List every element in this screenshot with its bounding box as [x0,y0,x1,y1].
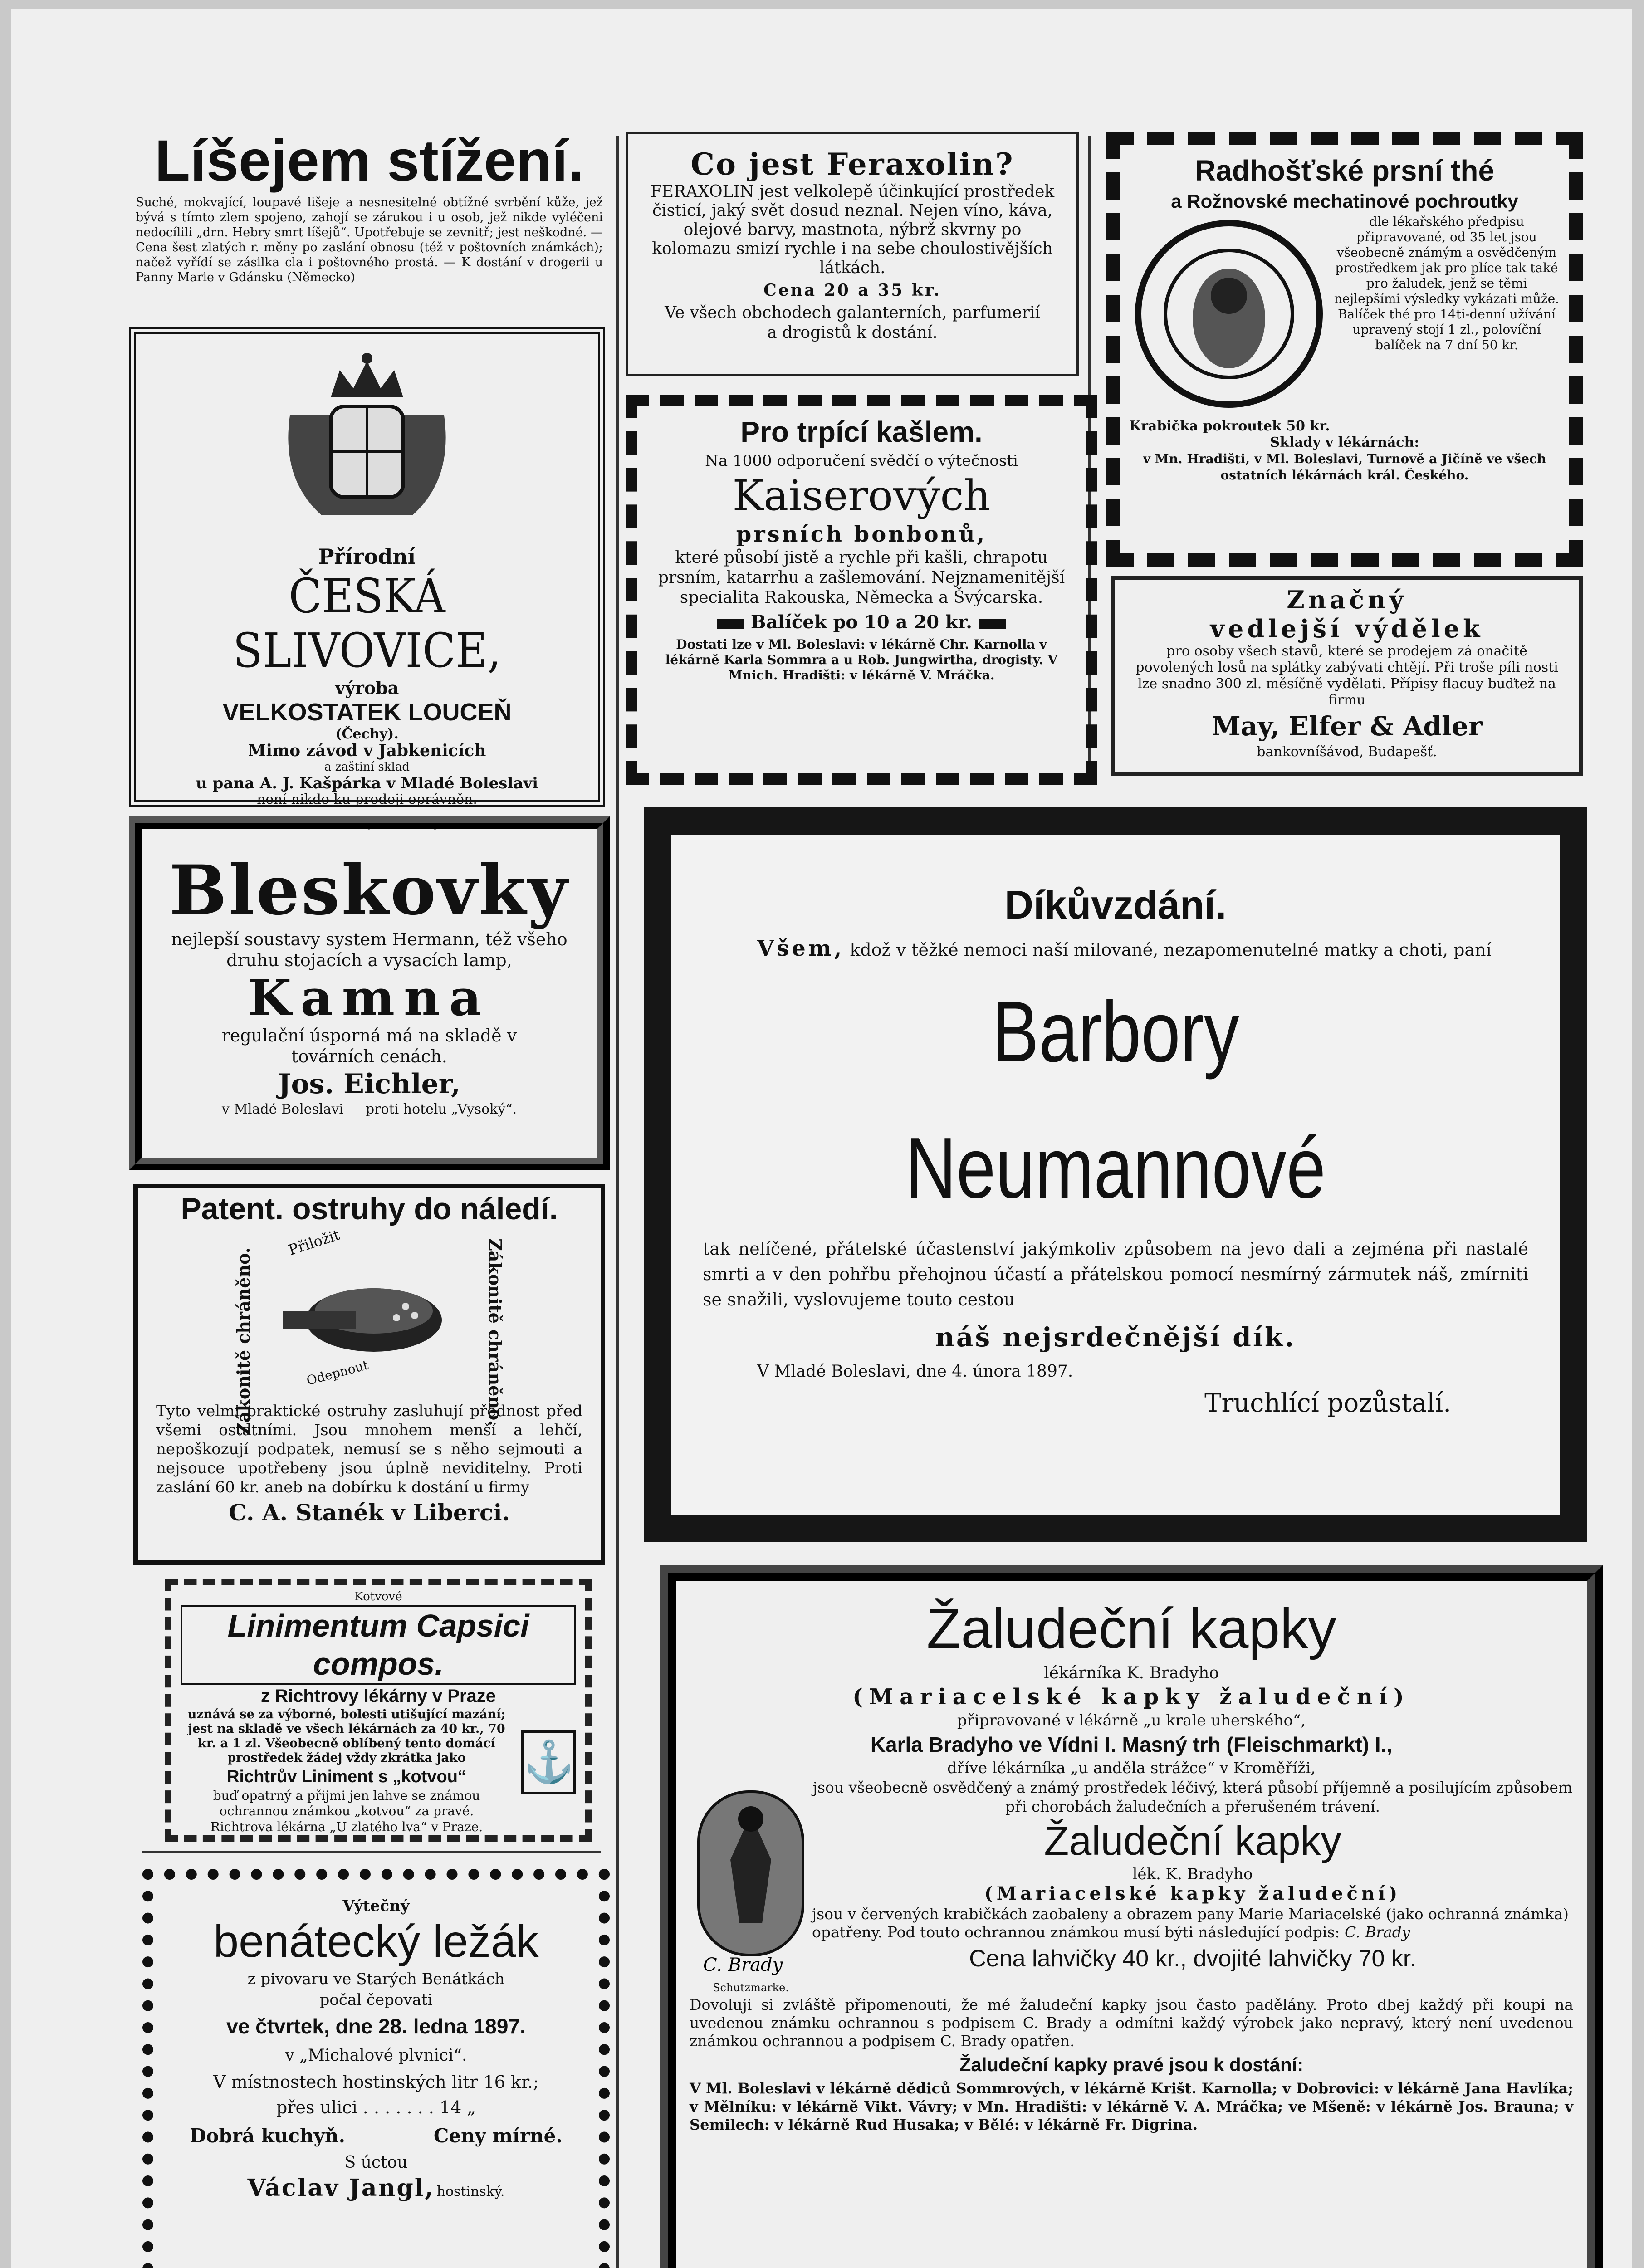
ad-bleskovky-title: Bleskovky [169,850,569,930]
ad-diky-signed: Truchlící pozůstalí. [1204,1388,1451,1418]
ad-diky-para1 [703,934,1528,964]
ad-vydelek-firm: May, Elfer & Adler [1211,711,1483,742]
ad-kapky-line2: (Mariacelské kapky žaludeční) [852,1684,1410,1710]
ad-kapky-line9-text: jsou v červených krabičkách zaobaleny a obrazem pany Marie Mariacelské (jako ochranná známka) opatřeny. Pod touto ochrannou známkou musí býti následující podpis: [812,1905,1569,1941]
ad-kaiser [626,395,1097,785]
ad-kaiser-name: Kaiserových [732,471,991,520]
ad-kaiser-price: Balíček po 10 a 20 kr. [750,611,973,633]
ad-slivovice-title: ČESKÁ SLIVOVICE, [233,568,501,678]
ad-lezak-prices2: přes ulici . . . . . . . 14 „ [276,2097,476,2117]
ad-kaiser-title: Pro trpící kašlem. [740,415,983,448]
ad-vydelek-title: Značný [1287,585,1407,614]
ad-kaiser-stores: Dostati lze v Ml. Boleslavi: v lékárně Chr. Karnolla v lékárně Karla Sommra a u Rob. Jungwirtha, drogisty. V Mnich. Hradišti: v lékárně V. Mráčka. [665,637,1058,683]
ad-liniment-text: uznává se za výborné, bolesti utišující mazání; jest na skladě ve všech lékárnách za 40 kr., 70 kr. a 1 zl. Všeobecně oblíbený tento domácí prostředek žádej vždy zkrátka jako [187,1707,506,1765]
ad-kapky-line10: Dovoluji si zvláště připomenouti, že mé žaludeční kapky jsou často padělány. Proto dbej každý při koupi na uvedenou známku ochrannou s podpisem C. Brady a odmítni každý výrobek jako nepravý, který není uvedenou známkou ochrannou a podpisem C. Brady opatřen. [690,1996,1573,2050]
ad-slivovice-estate: VELKOSTATEK LOUCEŇ [222,699,512,726]
ad-feraxolin-text: FERAXOLIN jest velkolepě účinkující prostředek čisticí, jaký svět dosud neznal. Nejen víno, káva, olejové barvy, mastnota, nýbrž skvrny po kolomazu smizí rychle i na sebe choulostivějších látkách. [650,182,1055,277]
ad-slivovice-line8: u pana A. J. Kašpárka v Mladé Boleslavi [196,774,538,792]
ad-bleskovky-text: nejlepší soustavy system Hermann, též všeho druhu stojacích a vysacích lamp, [171,929,568,970]
ad-slivovice-line7: a zaštiní sklad [324,760,410,774]
ad-kapky-line7: lék. K. Bradyho [1132,1865,1253,1883]
ad-feraxolin-title: Co jest Feraxolin? [690,147,1014,182]
ad-radhost-price: Krabička pokroutek 50 kr. [1129,418,1330,434]
ad-radhost [1106,132,1583,567]
ad-feraxolin [626,132,1079,376]
ad-bleskovky-address: v Mladé Boleslavi — proti hotelu „Vysoký“. [221,1101,517,1117]
column-rule-left [616,136,619,2268]
ad-lezak-row [153,2120,599,2151]
ad-radhost-text: dle lékařského předpisu připravované, od 35 let jsou všeobecně známým a osvědčeným prostředkem jak pro plíce tak také pro žaludek, jenž se těmi nejlepšími výsledky vykázati může. Balíček thé pro 14ti-denní užívání upravený stojí 1 zl., polovíční balíček na 7 dní 50 kr. [1334,214,1560,352]
ad-lezak-signature: Václav Jangl, [247,2174,435,2202]
ad-liniment-title: Linimentum Capsici compos. [181,1605,576,1685]
ad-lezak-role: hostinský. [436,2184,505,2200]
ad-slivovice-region: (Čechy). [335,726,399,742]
rule-under-liniment [142,1851,601,1853]
pointing-hand-icon [979,619,1006,629]
ad-ostruhy [133,1184,605,1565]
ad-lezak-date: ve čtvrtek, dne 28. ledna 1897. [226,2014,526,2038]
ad-kapky-price: Cena lahvičky 40 kr., dvojité lahvičky 70 kr. [969,1945,1416,1972]
ad-radhost-title: Radhošťské prsní thé [1194,154,1495,187]
ad-liniment-line1: z Richtrovy lékárny v Praze [260,1686,496,1706]
coat-of-arms-icon [263,352,471,543]
ad-diky-para1-text: kdož v těžké nemoci naší milované, nezapomenutelné matky a choti, paní [850,940,1492,960]
ad-kapky-line5: dříve lékárníka „u anděla strážce“ v Kroměříži, [947,1759,1316,1777]
ad-vydelek-location: bankovníšávod, Budapešť. [1257,744,1437,760]
ad-bleskovky-text2: regulační úsporná má na skladě v továrních cenách. [221,1026,517,1066]
newspaper-page [11,9,1632,2268]
ad-lezak-line1: z pivovaru ve Starých Benátkách [247,1970,505,1988]
ad-slivovice-line3: výroba [335,678,399,698]
ad-kapky-line4: Karla Bradyho ve Vídni I. Masný trh (Fleischmarkt) I., [870,1733,1393,1756]
ad-feraxolin-price: Cena 20 a 35 kr. [763,281,941,300]
ad-lezak-right: Ceny mírné. [433,2125,563,2147]
ad-lezak [142,1869,610,2268]
spur-illustration [138,1226,601,1402]
ad-radhost-stores: v Mn. Hradišti, v Ml. Boleslavi, Turnově a Jičíně ve všech ostatních lékárnách král. Českého. [1143,451,1546,483]
ad-bleskovky [129,816,610,1170]
ad-liniment-top: Kotvové [354,1590,402,1603]
ad-ostruhy-side-right: Zákonitě chráněno. [485,1238,505,1426]
ad-kapky-title2: Žaludeční kapky [1044,1818,1341,1864]
ad-liniment-text2: buď opatrný a přijmi jen lahve se známou ochrannou známkou „kotvou“ za pravé. [213,1788,480,1818]
ad-lezak-line2: počal čepovati [319,1991,433,2009]
ad-dikuvzdani [644,807,1587,1542]
ad-lezak-left: Dobrá kuchyň. [190,2125,346,2147]
ad-lisejem-title: Líšejem stížení. [154,128,584,193]
ad-kapky-line6: jsou všeobecně osvědčený a známý prostředek léčivý, která působí příjemně a posilujícím způsobem při chorobách žaludečních a přerušeném trávení. [812,1779,1573,1815]
ad-diky-date: V Mladé Boleslavi, dne 4. února 1897. [757,1362,1073,1381]
ad-lezak-place: v „Michalové plvnici“. [285,2046,467,2065]
ad-lisejem [131,127,607,322]
ad-liniment-footer: Richtrova lékárna „U zlatého lva“ v Praze. [210,1819,483,1834]
madonna-trademark-icon [694,1787,807,1978]
ad-ostruhy-firm: C. A. Stanék v Liberci. [229,1499,510,1526]
ad-kaiser-price-row [648,608,1075,637]
ad-kapky-trademark-label: Schutzmarke. [713,1981,789,1994]
ad-kapky-title: Žaludeční kapky [926,1598,1336,1660]
ad-bleskovky-name: Jos. Eichler, [278,1068,460,1100]
ad-lezak-prices1: V místnostech hostinských litr 16 kr.; [213,2072,539,2092]
ad-slivovice [129,327,605,830]
ad-ostruhy-text: Tyto velmi praktické ostruhy zasluhují přednost před všemi ostatními. Jsou mnohem menší a lehčí, nepoškozují podpatek, nemusí se s něho sejmouti a nejsouce upotřebeny jsou úplně neviditelny. Proti zaslání 60 kr. aneb na dobírku k dostání u firmy [156,1402,582,1496]
ad-vydelek-subtitle: vedlejší výdělek [1210,614,1484,643]
ad-kapky-line3: připravované v lékárně „u krale uherského“, [957,1711,1306,1730]
pharmacy-seal [1129,214,1329,414]
ad-diky-para1-lead: Všem, [757,936,845,961]
ad-liniment [165,1579,592,1842]
ad-kapky-line1: lékárníka K. Bradyho [1044,1664,1219,1682]
ad-lezak-signature-row [153,2174,599,2202]
ad-ostruhy-title: Patent. ostruhy do náledí. [181,1192,558,1226]
ad-radhost-stores-title: Sklady v lékárnách: [1270,435,1419,450]
ad-vydelek [1111,576,1583,776]
ad-lezak-title: benátecký ležák [213,1916,539,1967]
ad-diky-name: Barbory Neumannové [905,984,1326,1216]
ad-radhost-subtitle: a Rožnovské mechatinové pochroutky [1171,191,1518,212]
ad-slivovice-line9: není nikdo ku prodeji oprávněn. [257,792,477,807]
svg-text:C. Brady: C. Brady [703,1955,783,1975]
ad-vydelek-text: pro osoby všech stavů, které se prodejem zá onačitě povolených losů na splátky zabývati chtějí. Při troše píli nosti lze snadno 300 zl. měsíčně vydělati. Přípisy flacuy buďtež na firmu [1135,643,1558,708]
ad-slivovice-line6: Mimo závod v Jabkenicích [248,741,486,760]
ad-kapky [660,1565,1603,2268]
ad-kaiser-line4: prsních bonbonů, [736,522,987,547]
ad-kapky-column [812,1778,1573,1996]
ad-diky-para2: tak nelíčené, přátelské účastenství jakýmkoliv způsobem na jevo dali a zejména při nastalé smrti a v den pohřbu přehojnou účastí a přátelskou pomocí nesmírný zármutek náš, zmírniti se snažili, vyslovujeme touto cestou [703,1239,1528,1310]
pointing-hand-icon [717,619,744,629]
ad-diky-title: Díkůvzdání. [1004,882,1227,927]
ad-radhost-body [1129,214,1560,414]
ad-kapky-signature: C. Brady [1345,1923,1410,1941]
ad-ostruhy-label-b: Odepnout [305,1357,370,1388]
ad-lezak-greeting: S úctou [344,2153,408,2172]
ad-feraxolin-availability: Ve všech obchodech galanterních, parfumerií a drogistů k dostání. [665,303,1040,342]
ad-ostruhy-label-a: Přiložit [286,1226,342,1259]
ad-kaiser-line2: Na 1000 odporučení svědčí o výtečnosti [705,452,1018,470]
madonna-seal-icon [1129,214,1329,414]
ad-lezak-top: Výtečný [342,1897,410,1915]
ad-slivovice-line1: Přírodní [318,544,416,569]
ad-diky-thanks: náš nejsrdečnější dík. [935,1322,1296,1353]
ad-liniment-name: Richtrův Liniment s „kotvou“ [227,1767,466,1786]
ad-bleskovky-title2: Kamna [248,968,491,1027]
ad-kapky-line9 [812,1905,1573,1941]
ad-slivovice-warning: Před padělky se varuje ! [275,814,459,830]
ad-kapky-body [690,1778,1573,1996]
ad-kapky-stores-title: Žaludeční kapky pravé jsou k dostání: [959,2054,1304,2075]
spur-icon [269,1238,460,1374]
ad-kaiser-text: které působí jistě a rychle při kašli, chrapotu prsním, katarrhu a zašlemování. Nejznamenitější specialita Rakouska, Německa a Švýcarska. [658,548,1065,607]
ad-kapky-stores: V Ml. Boleslavi v lékárně dědiců Sommrových, v lékárně Krišt. Karnolla; v Dobrovici: v lékárně Jana Havlíka; v Mělníku: v lékárně Vikt. Vávry; v Mn. Hradišti: v lékárně V. A. Mráčka; ve Mšeně: v lékárně Jos. Brauna; v Semilech: v lékárně Rud Husaka; v Bělé: v lékárně Fr. Digrina. [690,2080,1573,2133]
ad-ostruhy-side-left: Zákonitě chráněno. [233,1247,254,1435]
anchor-trademark-icon: ⚓ [521,1730,576,1794]
ad-lisejem-text: Suché, mokvající, loupavé lišeje a nesnesitelné obtížné svrbění kůže, jež bývá s tímto zlem spojeno, zahojí se zárukou i u osob, jež nikde vyléčeni nedocílili „drn. Hebry smrt líšejů“. Upotřebuje se zevnitř; jest neškodné. — Cena šest zlatých r. měny po zaslání obnosu (též v poštovních známkách); načež vyřídí se zásilka cla i poštovného prostá. — K dostání v drogerii u Panny Marie v Gdánsku (Německo) [136,196,603,284]
ad-kapky-line8: (Mariacelské kapky žaludeční) [984,1883,1401,1904]
ad-kapky-trademark [690,1778,812,1996]
